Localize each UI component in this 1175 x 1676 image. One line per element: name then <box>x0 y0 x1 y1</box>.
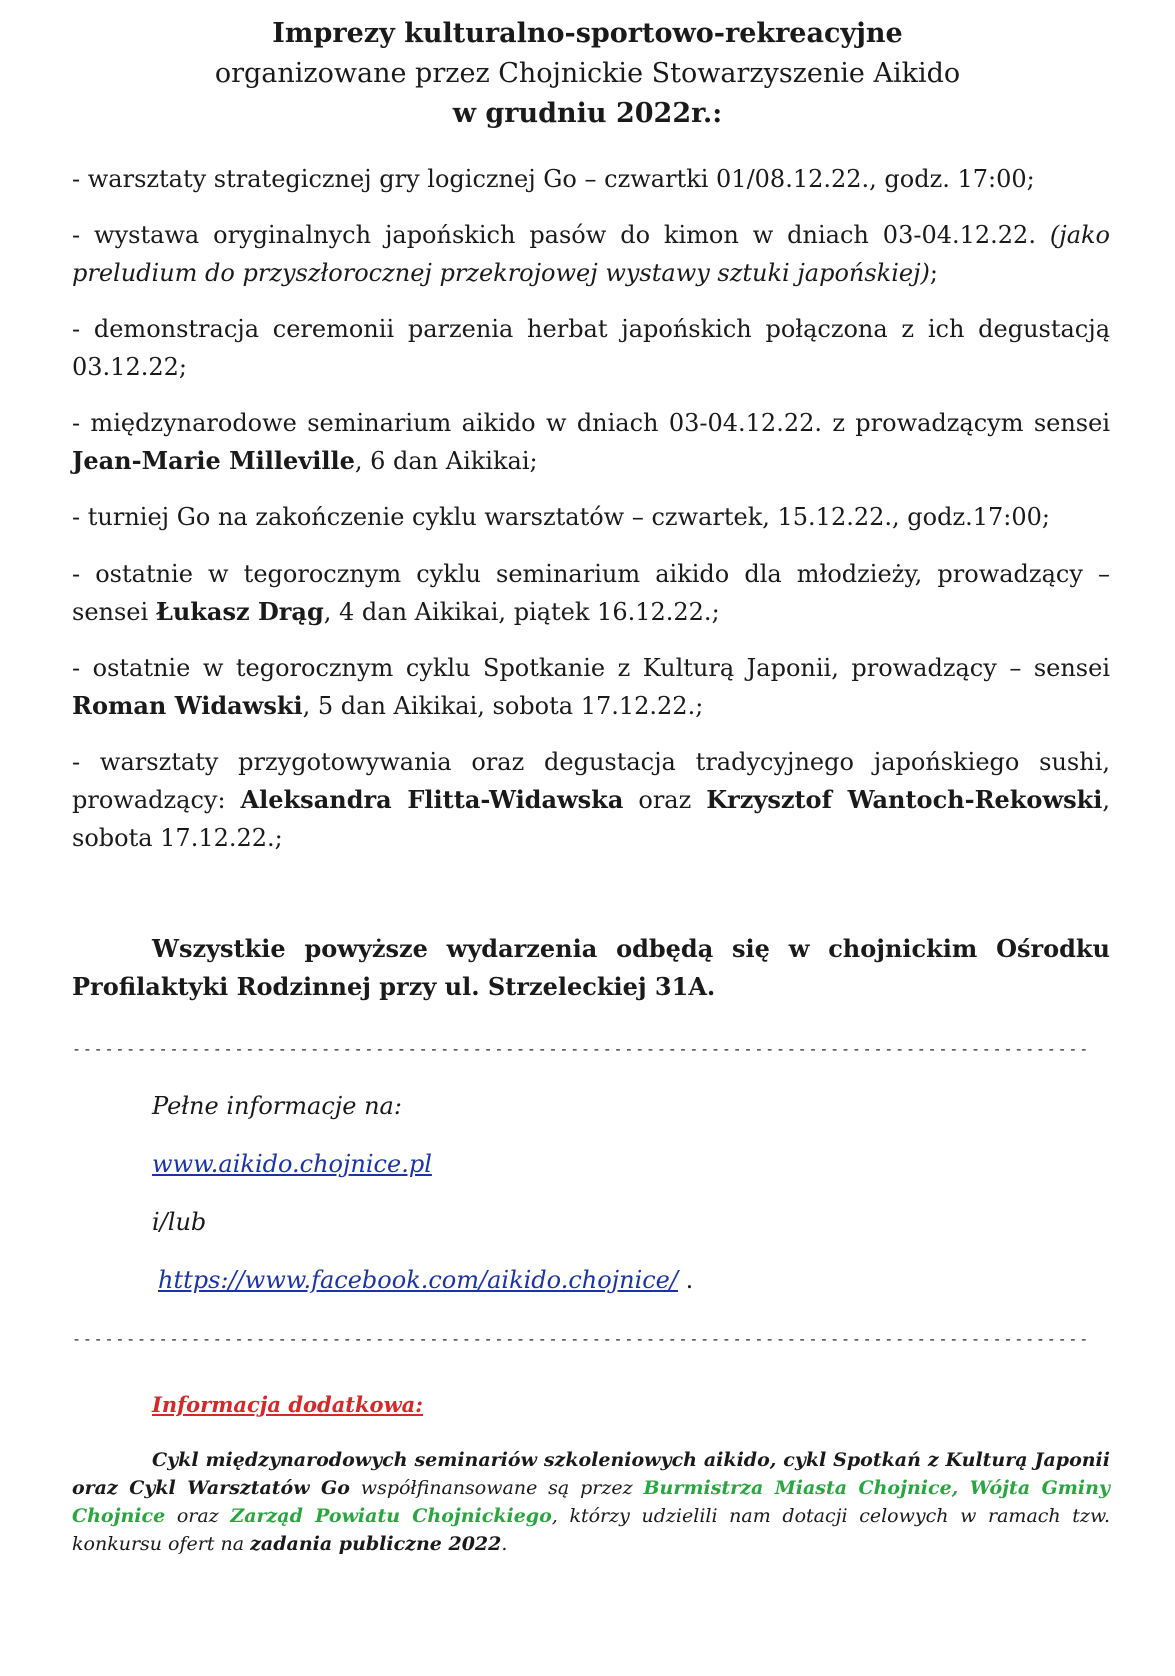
link-dot: . <box>677 1266 694 1294</box>
info-label: Pełne informacje na: <box>152 1092 402 1120</box>
event-kimono-exhibition <box>72 216 1110 292</box>
event-japan-culture-meeting <box>72 649 1110 725</box>
event-text-end: ; <box>929 259 938 287</box>
event-sushi-workshop <box>72 743 1110 857</box>
title-line-3: w grudniu 2022r.: <box>452 98 723 129</box>
divider: ---------------------------------------------------------------------------------------------- <box>72 1330 1091 1348</box>
event-go-workshops <box>72 160 1110 198</box>
event-text-end: , 4 dan Aikikai, piątek 16.12.22.; <box>323 598 720 626</box>
event-aikido-seminar <box>72 404 1110 480</box>
website-link[interactable]: www.aikido.chojnice.pl <box>152 1150 432 1178</box>
facebook-link[interactable]: https://www.facebook.com/aikido.chojnice/ <box>158 1266 678 1294</box>
event-text-end: , 5 dan Aikikai, sobota 17.12.22.; <box>302 692 704 720</box>
event-text-end: , sobota 17.12.22.; <box>72 786 1110 852</box>
event-text: - ostatnie w tegorocznym cyklu seminarium aikido dla młodzieży, prowadzący – sensei <box>72 560 1110 626</box>
title-line-2: organizowane przez Chojnickie Stowarzyszenie Aikido <box>214 58 961 89</box>
event-text: - turniej Go na zakończenie cyklu warsztatów – czwartek, 15.12.22., godz.17:00; <box>72 503 1050 531</box>
instructor-name: Jean-Marie Milleville <box>72 446 355 475</box>
event-text-end: , 6 dan Aikikai; <box>354 447 538 475</box>
event-tea-ceremony <box>72 310 1110 386</box>
title-line-1: Imprezy kulturalno-sportowo-rekreacyjne <box>272 18 903 49</box>
instructor-name: Łukasz Drąg <box>155 597 324 626</box>
funding-text: . <box>501 1533 508 1555</box>
funding-text: współfinansowane są przez <box>349 1477 644 1499</box>
public-tasks: zadania publiczne 2022 <box>250 1533 502 1555</box>
funding-text: , którzy udzielili nam dotacji celowych w ramach tzw. konkursu ofert na <box>72 1505 1110 1555</box>
instructor-name: Roman Widawski <box>72 691 303 720</box>
website-link-wrap <box>152 1145 432 1183</box>
instructor-name: Krzysztof Wantoch-Rekowski <box>706 785 1103 814</box>
facebook-link-wrap <box>158 1261 693 1299</box>
instructor-name: Aleksandra Flitta-Widawska <box>240 785 624 814</box>
funded-programs: Cykl międzynarodowych seminariów szkoleniowych aikido, cykl Spotkań z Kulturą Japonii oraz Cykl Warsztatów Go <box>72 1449 1110 1499</box>
event-text-mid: oraz <box>638 786 692 814</box>
event-note: (jako preludium do przyszłorocznej przekrojowej wystawy sztuki japońskiej) <box>72 221 1110 287</box>
event-youth-seminar <box>72 555 1110 631</box>
event-text: - ostatnie w tegorocznym cyklu Spotkanie z Kulturą Japonii, prowadzący – sensei <box>72 654 1110 682</box>
divider: ---------------------------------------------------------------------------------------------- <box>72 1040 1091 1058</box>
funder-county: Zarząd Powiatu Chojnickiego <box>230 1505 552 1527</box>
additional-info-title: Informacja dodatkowa: <box>152 1392 424 1417</box>
event-text: - demonstracja ceremonii parzenia herbat japońskich połączona z ich degustacją 03.12.22; <box>72 315 1110 381</box>
funding-paragraph <box>72 1446 1110 1558</box>
funder-city-commune: Burmistrza Miasta Chojnice, Wójta Gminy Chojnice <box>72 1477 1110 1527</box>
event-text: - międzynarodowe seminarium aikido w dniach 03-04.12.22. z prowadzącym sensei <box>72 409 1110 437</box>
event-text: - warsztaty strategicznej gry logicznej Go – czwartki 01/08.12.22., godz. 17:00; <box>72 165 1035 193</box>
venue-note: Wszystkie powyższe wydarzenia odbędą się w chojnickim Ośrodku Profilaktyki Rodzinnej przy ul. Strzeleckiej 31A. <box>72 934 1110 1001</box>
event-go-tournament <box>72 498 1110 536</box>
funding-text: oraz <box>165 1505 231 1527</box>
event-text: - warsztaty przygotowywania oraz degustacja tradycyjnego japońskiego sushi, prowadzący: <box>72 748 1110 814</box>
event-text: - wystawa oryginalnych japońskich pasów do kimon w dniach 03-04.12.22. <box>72 221 1036 249</box>
info-or: i/lub <box>152 1208 207 1236</box>
